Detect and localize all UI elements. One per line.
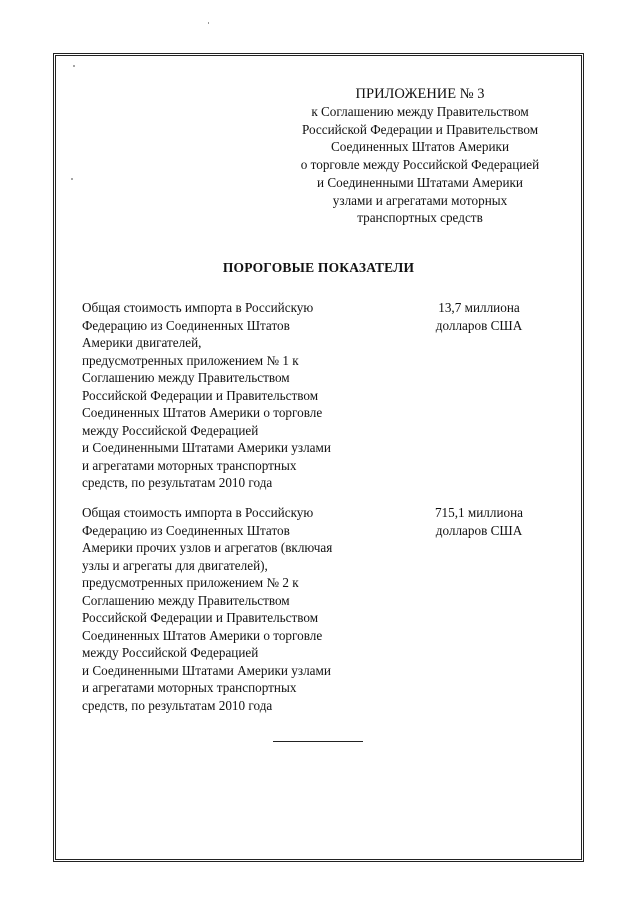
annex-title: ПРИЛОЖЕНИЕ № 3 — [355, 86, 485, 102]
annex-header — [270, 85, 570, 227]
value-currency: долларов США — [435, 522, 523, 538]
value-amount: 13,7 миллиона — [438, 300, 520, 315]
description-line: средств, по результатам 2010 года — [82, 475, 273, 490]
description-line: Соглашению между Правительством — [82, 370, 290, 385]
description-line: Соглашению между Правительством — [82, 592, 290, 608]
annex-header-line: к Соглашению между Правительством — [311, 104, 529, 119]
document-title: ПОРОГОВЫЕ ПОКАЗАТЕЛИ — [222, 260, 415, 275]
description-line: и агрегатами моторных транспортных — [82, 457, 297, 473]
description-line: между Российской Федерацией — [82, 645, 259, 660]
annex-header-line: транспортных средств — [357, 210, 483, 226]
annex-header-line: и Соединенными Штатами Америки — [317, 174, 523, 190]
description-line: предусмотренных приложением № 1 к — [82, 352, 299, 368]
description-line: Общая стоимость импорта в Российскую — [82, 300, 314, 315]
end-of-document-rule — [273, 741, 363, 742]
description-line: Америки двигателей, — [82, 335, 202, 350]
description-line: Америки прочих узлов и агрегатов (включая — [82, 540, 333, 555]
indicator-description — [82, 504, 382, 714]
annex-header-line: Соединенных Штатов Америки — [330, 139, 510, 155]
description-line: Федерацию из Соединенных Штатов — [82, 317, 290, 333]
description-line: и агрегатами моторных транспортных — [82, 680, 297, 695]
description-line: между Российской Федерацией — [82, 422, 259, 438]
description-line: Соединенных Штатов Америки о торговле — [82, 405, 323, 420]
scan-speck — [73, 65, 75, 67]
indicator-description — [82, 299, 382, 492]
description-line: средств, по результатам 2010 года — [82, 697, 273, 713]
annex-header-line: о торговле между Российской Федерацией — [300, 157, 540, 173]
description-line: Российской Федерации и Правительством — [82, 610, 319, 625]
scan-speck — [71, 178, 73, 180]
description-line: Федерацию из Соединенных Штатов — [82, 522, 290, 538]
description-line: Общая стоимость импорта в Российскую — [82, 505, 314, 520]
scan-speck — [208, 22, 209, 24]
description-line: предусмотренных приложением № 2 к — [82, 575, 299, 590]
value-amount: 715,1 миллиона — [434, 505, 524, 520]
indicator-value — [414, 299, 544, 334]
indicator-value — [414, 504, 544, 539]
description-line: и Соединенными Штатами Америки узлами — [82, 662, 331, 678]
description-line: узлы и агрегаты для двигателей), — [82, 557, 268, 573]
description-line: Соединенных Штатов Америки о торговле — [82, 627, 323, 643]
annex-header-line: Российской Федерации и Правительством — [301, 121, 539, 137]
annex-header-line: узлами и агрегатами моторных — [332, 192, 508, 208]
value-currency: долларов США — [435, 317, 523, 333]
description-line: Российской Федерации и Правительством — [82, 387, 319, 403]
description-line: и Соединенными Штатами Америки узлами — [82, 440, 331, 455]
